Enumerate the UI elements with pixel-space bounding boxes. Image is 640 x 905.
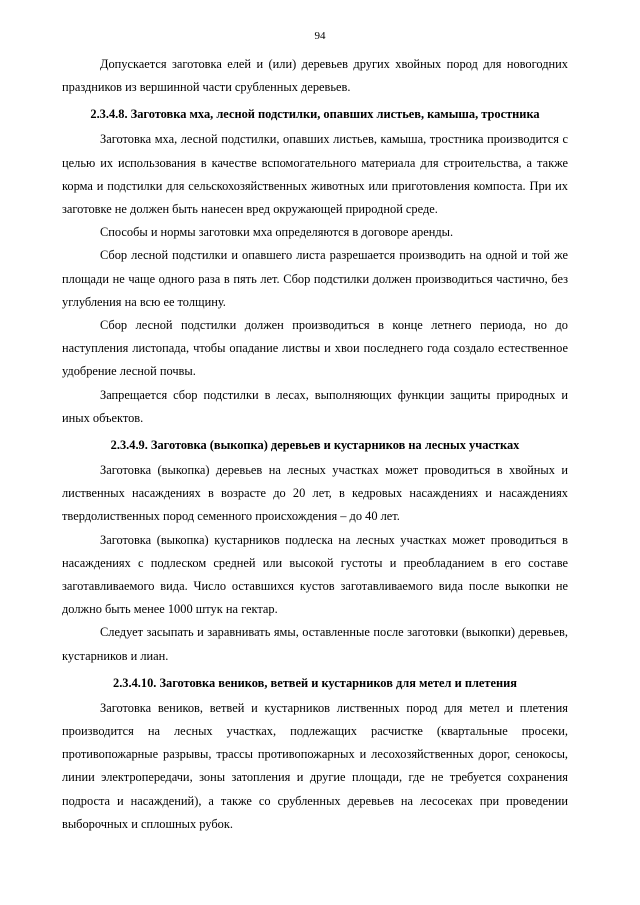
page-number: 94: [314, 30, 326, 42]
paragraph: Способы и нормы заготовки мха определяются в договоре аренды.: [100, 225, 454, 240]
paragraph: Сбор лесной подстилки должен производиться в конце летнего периода, но до наступления листопада, чтобы опадание листвы и хвои последнего года создало естественное удобрение лесной почвы.: [62, 318, 568, 379]
paragraph: Заготовка (выкопка) кустарников подлеска на лесных участках может проводиться в насаждениях с подлеском средней или высокой густоты и преобладанием в его составе заготавливаемого вида. Число оставшихся кустов заготавливаемого вида после выкопки не должно быть менее 1000 штук на гектар.: [62, 532, 568, 617]
page-content: [62, 53, 568, 836]
section-heading: 2.3.4.10. Заготовка веников, ветвей и кустарников для метел и плетения: [113, 675, 517, 690]
paragraph: Заготовка (выкопка) деревьев на лесных участках может проводиться в хвойных и лиственных насаждениях в возрасте до 20 лет, в кедровых насаждениях и насаждениях твердолиственных пород семенного происхождения – до 40 лет.: [62, 463, 568, 524]
paragraph: Заготовка мха, лесной подстилки, опавших листьев, камыша, тростника производится с целью их использования в качестве вспомогательного материала для строительства, а также корма и подстилки для сельскохозяйственных животных или приготовления компоста. При их заготовке не должен быть нанесен вред окружающей природной среде.: [62, 132, 568, 217]
paragraph: Сбор лесной подстилки и опавшего листа разрешается производить на одной и той же площади не чаще одного раза в пять лет. Сбор подстилки должен производиться частично, без углубления на всю ее толщину.: [62, 248, 568, 309]
section-heading: 2.3.4.8. Заготовка мха, лесной подстилки, опавших листьев, камыша, тростника: [90, 107, 540, 122]
section-heading: 2.3.4.9. Заготовка (выкопка) деревьев и кустарников на лесных участках: [110, 438, 520, 453]
paragraph: Заготовка веников, ветвей и кустарников лиственных пород для метел и плетения производится на лесных участках, подлежащих расчистке (квартальные просеки, противопожарные разрывы, трассы противопожарных и лесохозяйственных дорог, сенокосы, линии электропередачи, зоны затопления и другие площади, где не требуется сохранения подроста и насаждений), а также со срубленных деревьев на лесосеках при проведении выборочных и сплошных рубок.: [62, 700, 568, 831]
paragraph: Запрещается сбор подстилки в лесах, выполняющих функции защиты природных и иных объектов.: [62, 387, 568, 425]
paragraph: Следует засыпать и заравнивать ямы, оставленные после заготовки (выкопки) деревьев, кустарников и лиан.: [62, 625, 568, 663]
paragraph: Допускается заготовка елей и (или) деревьев других хвойных пород для новогодних праздников из вершинной части срубленных деревьев.: [62, 57, 568, 95]
